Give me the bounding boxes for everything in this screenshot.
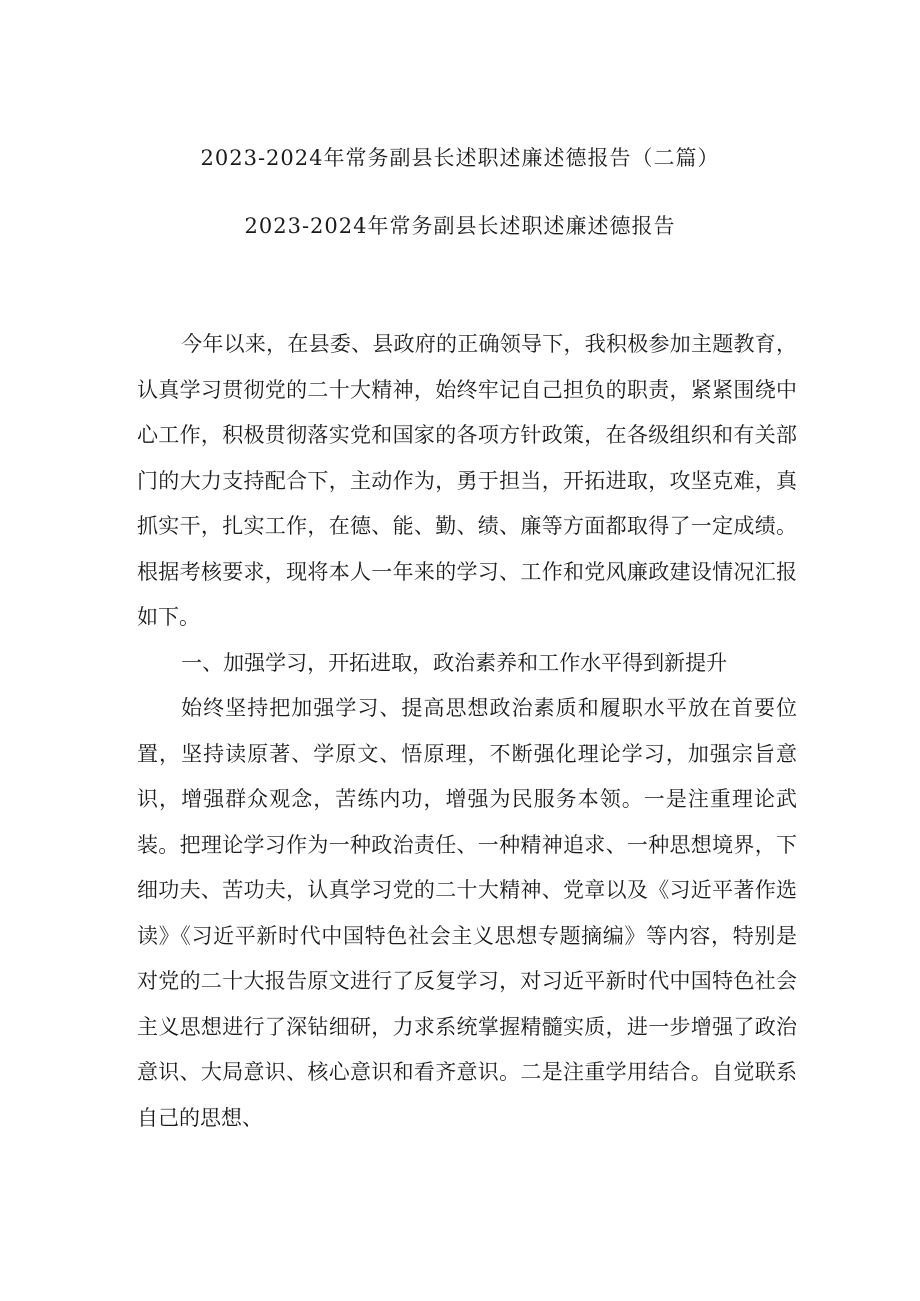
section-heading-1: 一、加强学习，开拓进取，政治素养和工作水平得到新提升	[181, 650, 728, 675]
paragraph-section-1: 始终坚持把加强学习、提高思想政治素质和履职水平放在首要位置，坚持读原著、学原文、悟原理，不断强化理论学习，加强宗旨意识，增强群众观念，苦练内功，增强为民服务本领。一是注重理论武装。把理论学习作为一种政治责任、一种精神追求、一种思想境界，下细功夫、苦功夫，认真学习党的二十大精神、党章以及《习近平著作选读》《习近平新时代中国特色社会主义思想专题摘编》等内容，特别是对党的二十大报告原文进行了反复学习，对习近平新时代中国特色社会主义思想进行了深钻细研，力求系统掌握精髓实质，进一步增强了政治意识、大局意识、核心意识和看齐意识。二是注重学用结合。自觉联系自己的思想、	[137, 696, 797, 1130]
document-title: 2023-2024年常务副县长述职述廉述德报告（二篇）	[200, 146, 720, 170]
document-subtitle: 2023-2024年常务副县长述职述廉述德报告	[244, 214, 676, 238]
document-body	[137, 322, 797, 1141]
paragraph-intro: 今年以来，在县委、县政府的正确领导下，我积极参加主题教育，认真学习贯彻党的二十大精神，始终牢记自己担负的职责，紧紧围绕中心工作，积极贯彻落实党和国家的各项方针政策，在各级组织和有关部门的大力支持配合下，主动作为，勇于担当，开拓进取，攻坚克难，真抓实干，扎实工作，在德、能、勤、绩、廉等方面都取得了一定成绩。根据考核要求，现将本人一年来的学习、工作和党风廉政建设情况汇报如下。	[137, 332, 797, 629]
